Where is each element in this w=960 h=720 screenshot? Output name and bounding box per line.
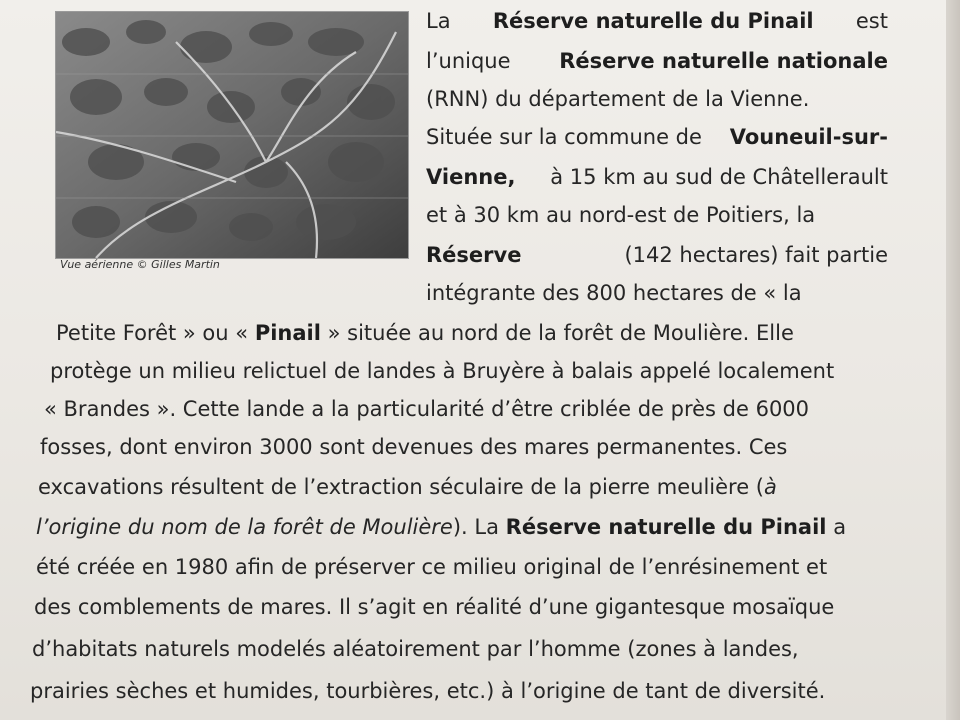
text-line-15: [36, 552, 827, 582]
text-span: des comblements de mares. Il s’agit en réalité d’une gigantesque mosaïque: [34, 595, 835, 619]
text-span: Petite Forêt » ou «: [56, 321, 249, 345]
text-line-10: [50, 356, 834, 386]
text-span: » située au nord de la forêt de Moulière. Elle: [327, 321, 794, 345]
text-span: (RNN) du département de la Vienne.: [426, 87, 810, 111]
photo-caption: Vue aérienne © Gilles Martin: [60, 258, 220, 271]
text-line-17: [32, 634, 799, 664]
text-line-6: [426, 200, 888, 230]
text-line-4: [426, 122, 888, 152]
text-span: d’habitats naturels modelés aléatoirement par l’homme (zones à landes,: [32, 637, 799, 661]
text-span: a: [833, 515, 847, 539]
text-span: Située sur la commune de: [426, 125, 702, 149]
text-line-9: [56, 318, 794, 348]
text-span: été créée en 1980 afin de préserver ce milieu original de l’enrésinement et: [36, 555, 828, 579]
text-line-7: [426, 240, 888, 270]
text-span: l’unique: [426, 49, 511, 73]
reserve-name: Réserve naturelle du Pinail: [492, 9, 814, 33]
text-line-1: [426, 6, 888, 36]
text-span: est: [855, 9, 888, 33]
aerial-photo-graphic: [56, 12, 408, 258]
text-line-13: [38, 472, 777, 502]
pinail-word: Pinail: [254, 321, 321, 345]
text-line-18: [30, 676, 825, 706]
text-span: à 15 km au sud de Châtellerault: [550, 165, 888, 189]
italic-span: à: [764, 475, 777, 499]
text-line-5: [426, 162, 888, 192]
reserve-word: Réserve: [426, 243, 522, 267]
reserve-name-2: Réserve naturelle du Pinail: [505, 515, 827, 539]
text-span: prairies sèches et humides, tourbières, etc.) à l’origine de tant de diversité.: [30, 679, 826, 703]
paper-edge: [946, 0, 960, 720]
text-line-14: [36, 512, 846, 542]
reserve-type: Réserve naturelle nationale: [559, 49, 888, 73]
text-span: excavations résultent de l’extraction séculaire de la pierre meulière (: [38, 475, 764, 499]
text-span: et à 30 km au nord-est de Poitiers, la: [426, 203, 816, 227]
text-span: La: [426, 9, 451, 33]
text-line-12: [40, 432, 787, 462]
text-line-2: [426, 46, 888, 76]
aerial-photo: [56, 12, 408, 258]
commune-name-end: Vienne,: [426, 165, 516, 189]
text-line-11: [44, 394, 809, 424]
text-span: (142 hectares) fait partie: [624, 243, 888, 267]
text-span: « Brandes ». Cette lande a la particularité d’être criblée de près de 6000: [44, 397, 810, 421]
text-span: fosses, dont environ 3000 sont devenues des mares permanentes. Ces: [40, 435, 788, 459]
text-span: ). La: [452, 515, 499, 539]
commune-name: Vouneuil-sur-: [729, 125, 888, 149]
text-span: protège un milieu relictuel de landes à Bruyère à balais appelé localement: [50, 359, 835, 383]
italic-span: l’origine du nom de la forêt de Moulière: [36, 515, 453, 539]
text-line-3: [426, 84, 888, 114]
text-span: intégrante des 800 hectares de « la: [426, 281, 802, 305]
text-line-16: [34, 592, 834, 622]
text-line-8: [426, 278, 888, 308]
